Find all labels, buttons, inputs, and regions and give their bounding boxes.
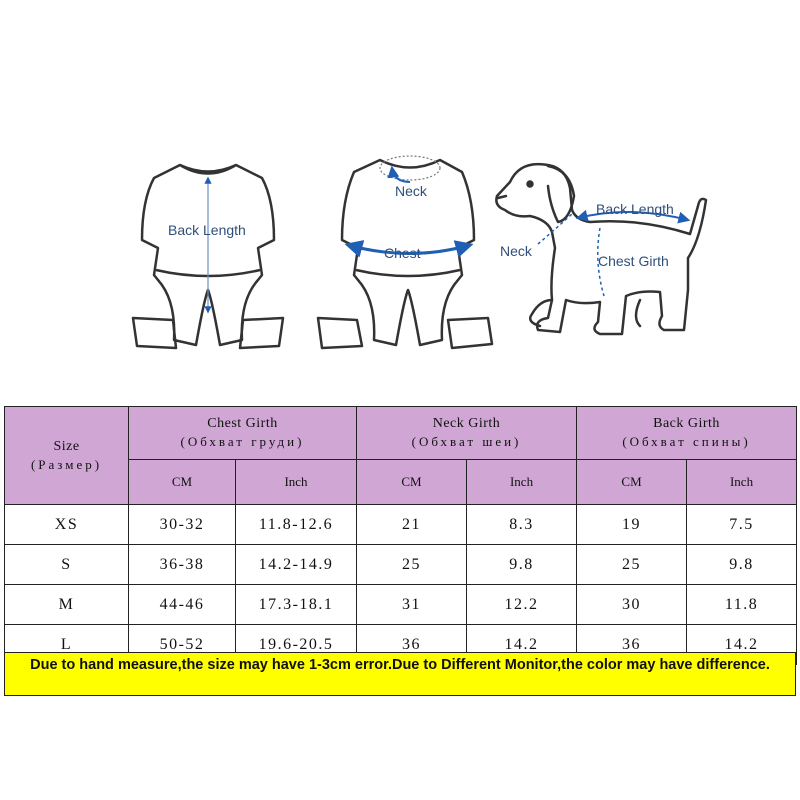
size-table — [4, 406, 797, 665]
jumpsuit-back-length-label: Back Length — [168, 222, 246, 238]
dog-back-length-label: Back Length — [596, 201, 674, 217]
size-cell: L — [5, 625, 129, 665]
neck-cm-cell: 36 — [357, 625, 467, 665]
table-row — [5, 545, 797, 585]
chest-cm-cell: 50-52 — [129, 625, 236, 665]
unit-cm-header: CM — [357, 460, 467, 505]
chest-inch-cell: 14.2-14.9 — [236, 545, 357, 585]
unit-inch-header: Inch — [467, 460, 577, 505]
chest-girth-header — [129, 407, 357, 460]
back-inch-cell: 11.8 — [687, 585, 797, 625]
table-row — [5, 585, 797, 625]
measurement-illustration — [0, 0, 800, 395]
back-cm-cell: 25 — [577, 545, 687, 585]
back-inch-cell: 14.2 — [687, 625, 797, 665]
dog-neck-label: Neck — [500, 243, 532, 259]
neck-inch-cell: 14.2 — [467, 625, 577, 665]
chest-cm-cell: 30-32 — [129, 505, 236, 545]
neck-girth-header — [357, 407, 577, 460]
neck-girth-label: Neck Girth — [432, 416, 501, 431]
back-inch-cell: 7.5 — [687, 505, 797, 545]
neck-cm-cell: 31 — [357, 585, 467, 625]
chest-cm-cell: 44-46 — [129, 585, 236, 625]
unit-inch-header: Inch — [236, 460, 357, 505]
back-inch-cell: 9.8 — [687, 545, 797, 585]
unit-cm-header: CM — [129, 460, 236, 505]
chest-inch-cell: 17.3-18.1 — [236, 585, 357, 625]
back-girth-label: Back Girth — [653, 416, 720, 431]
unit-inch-header: Inch — [687, 460, 797, 505]
size-header: Size — [53, 438, 80, 454]
size-cell: M — [5, 585, 129, 625]
back-cm-cell: 36 — [577, 625, 687, 665]
chest-girth-label-ru: (Обхват груди) — [180, 434, 305, 449]
neck-cm-cell: 21 — [357, 505, 467, 545]
chest-inch-cell: 11.8-12.6 — [236, 505, 357, 545]
neck-girth-label-ru: (Обхват шеи) — [411, 434, 522, 449]
size-header-cell — [5, 407, 129, 505]
size-cell: XS — [5, 505, 129, 545]
jumpsuit-chest-label: Chest — [384, 245, 421, 261]
neck-cm-cell: 25 — [357, 545, 467, 585]
neck-inch-cell: 8.3 — [467, 505, 577, 545]
back-cm-cell: 30 — [577, 585, 687, 625]
chest-cm-cell: 36-38 — [129, 545, 236, 585]
back-girth-label-ru: (Обхват спины) — [622, 434, 751, 449]
measurement-notice: Due to hand measure,the size may have 1-3cm error.Due to Different Monitor,the color may have difference. — [4, 652, 796, 696]
size-header-ru: (Размер) — [30, 456, 103, 472]
neck-inch-cell: 12.2 — [467, 585, 577, 625]
dog-chest-girth-label: Chest Girth — [598, 253, 669, 269]
neck-inch-cell: 9.8 — [467, 545, 577, 585]
chest-inch-cell: 19.6-20.5 — [236, 625, 357, 665]
size-cell: S — [5, 545, 129, 585]
chest-girth-label: Chest Girth — [207, 416, 278, 431]
back-girth-header — [577, 407, 797, 460]
unit-cm-header: CM — [577, 460, 687, 505]
jumpsuit-neck-label: Neck — [395, 183, 427, 199]
table-row — [5, 505, 797, 545]
back-cm-cell: 19 — [577, 505, 687, 545]
